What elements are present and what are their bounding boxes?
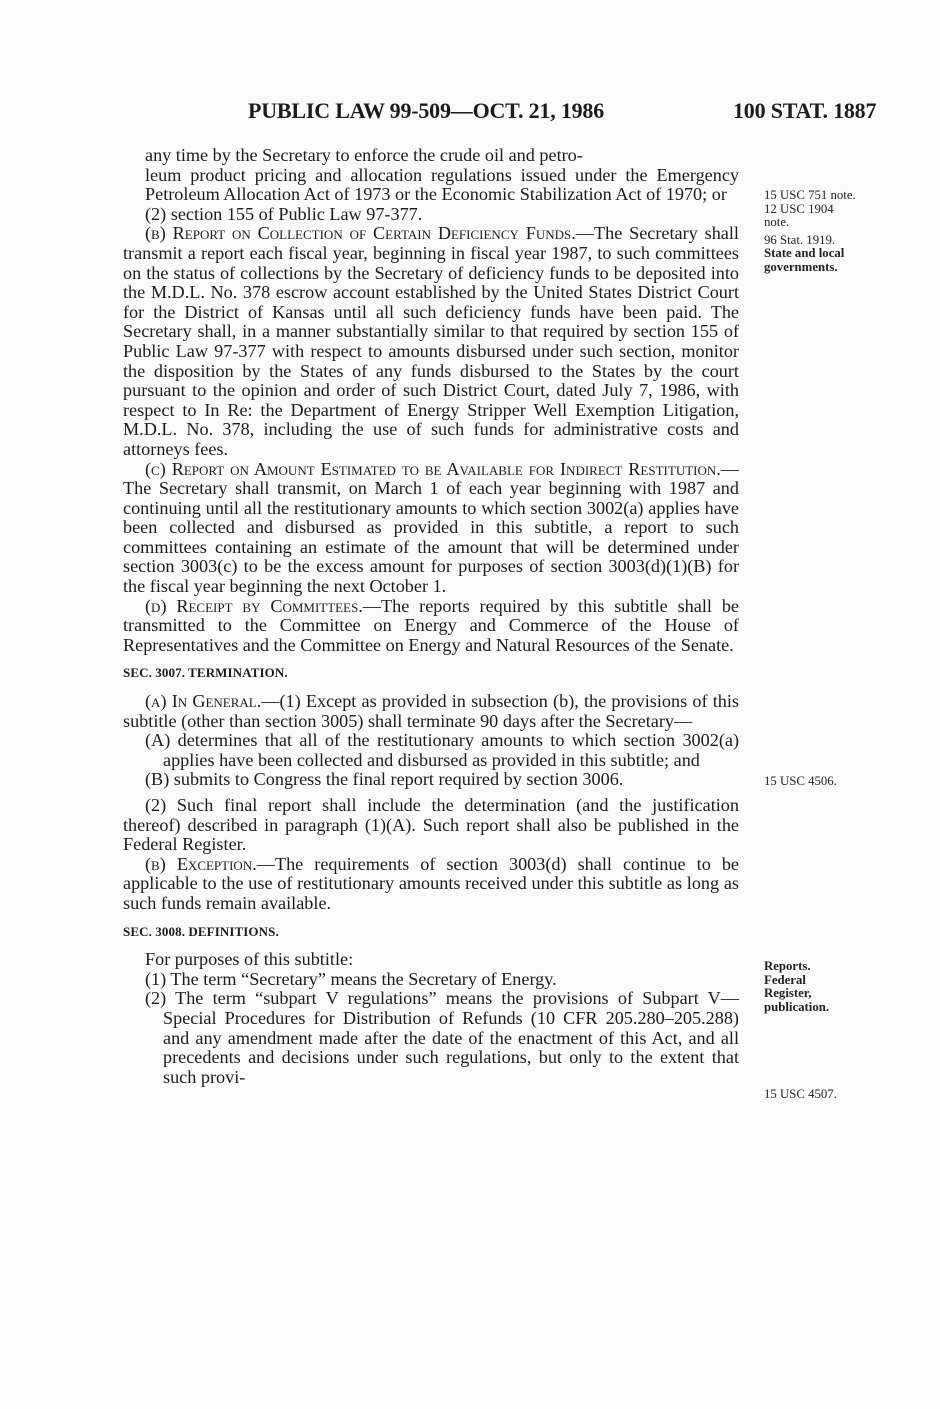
margin-note-line: 96 Stat. 1919. — [764, 232, 836, 247]
definition-2: (2) The term “subpart V regulations” means the provisions of Subpart V—Special Procedures for Distribution of Refunds (10 CFR 205.280–205.288) and any amendment made after the date of the enactment of this Act, and all precedents and decisions under such regulations, but only to the extent that such provi- — [145, 988, 739, 1087]
subsection-d-heading: (d) Receipt by Committees. — [145, 595, 363, 616]
section-3007-a-text: —(1) Except as provided in subsection (b), the provisions of this subtitle (other than section 3005) shall terminate 90 days after the Secretary— — [123, 691, 739, 731]
section-3007-b-heading: (b) Exception. — [145, 853, 257, 874]
margin-note-line: note. — [764, 215, 790, 229]
subsection-c-text: —The Secretary shall transmit, on March 1 of each year beginning with 1987 and continuing until all the restitutionary amounts to which section 3002(a) applies have been collected and disbursed as provided in this subtitle, a report to such committees containing an estimate of the amount that will be determined under section 3003(c) to be the excess amount for purposes of section 3003(d)(1)(B) for the fiscal year beginning the next October 1. — [123, 458, 739, 597]
section-3008-heading: SEC. 3008. DEFINITIONS. — [123, 923, 279, 939]
subsection-b-text: —The Secretary shall transmit a report each fiscal year, beginning in fiscal year 1987, to such committees on the status of collections by the Secretary of deficiency funds to be deposited into the M.D.L. No. 378 escrow account established by the United States District Court for the District of Kansas until all such deficiency funds have been paid. The Secretary shall, in a manner substantially similar to that required by section 155 of Public Law 97-377 with respect to amounts disbursed under such section, monitor the disposition by the States of any funds disbursed to the States by the court pursuant to the opinion and order of such District Court, dated July 7, 1986, with respect to In Re: the Department of Energy Stripper Well Exemption Litigation, M.D.L. No. 378, including the use of such funds for administrative costs and attorneys fees. — [123, 223, 739, 459]
definitions-intro: For purposes of this subtitle: — [145, 949, 354, 970]
margin-note-heading: State and local — [764, 246, 845, 260]
subsection-c-heading: (c) Report on Amount Estimated to be Available for Indirect Restitution. — [145, 458, 721, 479]
definition-1: (1) The term “Secretary” means the Secretary of Energy. — [145, 968, 557, 989]
paragraph-2: (2) section 155 of Public Law 97-377. — [145, 203, 423, 224]
paragraph-continued-line-1: any time by the Secretary to enforce the crude oil and petro- — [145, 145, 583, 165]
section-3007-a-A: (A) determines that all of the restitutionary amounts to which section 3002(a) applies have been collected and disbursed as provided in this subtitle; and — [145, 730, 739, 770]
section-3007-heading: SEC. 3007. TERMINATION. — [123, 665, 288, 681]
section-3007-b — [123, 855, 739, 914]
margin-note-line: publication. — [764, 999, 830, 1014]
section-3007-a-heading: (a) In General. — [145, 691, 262, 712]
margin-note-line: 15 USC 751 note. — [764, 188, 856, 202]
subsection-b-heading: (b) Report on Collection of Certain Deficiency Funds. — [145, 223, 576, 244]
subsection-c — [123, 460, 739, 597]
margin-note-4507: 15 USC 4507. — [764, 1087, 837, 1101]
public-law-title: PUBLIC LAW 99-509—OCT. 21, 1986 — [248, 98, 605, 123]
margin-note-reports — [764, 960, 829, 1014]
margin-note-line: Federal — [764, 972, 806, 987]
margin-note-4506: 15 USC 4506. — [764, 774, 837, 788]
margin-note-line: Register, — [764, 986, 812, 1000]
paragraph-continued: leum product pricing and allocation regulations issued under the Emergency Petroleum Allocation Act of 1973 or the Economic Stabilization Act of 1970; or — [145, 164, 739, 205]
subsection-d — [123, 597, 739, 656]
subsection-b — [123, 224, 739, 459]
running-header — [0, 98, 940, 128]
section-3007-b-text: —The requirements of section 3003(d) shall continue to be applicable to the use of restitutionary amounts received under this subtitle as long as such funds remain available. — [123, 853, 740, 913]
margin-note-line: Reports. — [764, 959, 811, 973]
margin-note-heading: governments. — [764, 259, 838, 274]
document-body — [123, 146, 739, 1087]
margin-note-line: 12 USC 1904 — [764, 201, 834, 216]
section-3007-a-B: (B) submits to Congress the final report required by section 3006. — [145, 769, 624, 790]
statute-page-number: 100 STAT. 1887 — [733, 98, 877, 123]
margin-note-citations — [764, 189, 856, 274]
section-3007-a-2: (2) Such final report shall include the determination (and the justification thereof) described in paragraph (1)(A). Such report shall also be published in the Federal Register. — [123, 795, 739, 855]
subsection-d-text: —The reports required by this subtitle shall be transmitted to the Committee on Energy and Commerce of the House of Representatives and the Committee on Energy and Natural Resources of the Senate. — [123, 595, 739, 655]
section-3007-a — [123, 692, 739, 731]
